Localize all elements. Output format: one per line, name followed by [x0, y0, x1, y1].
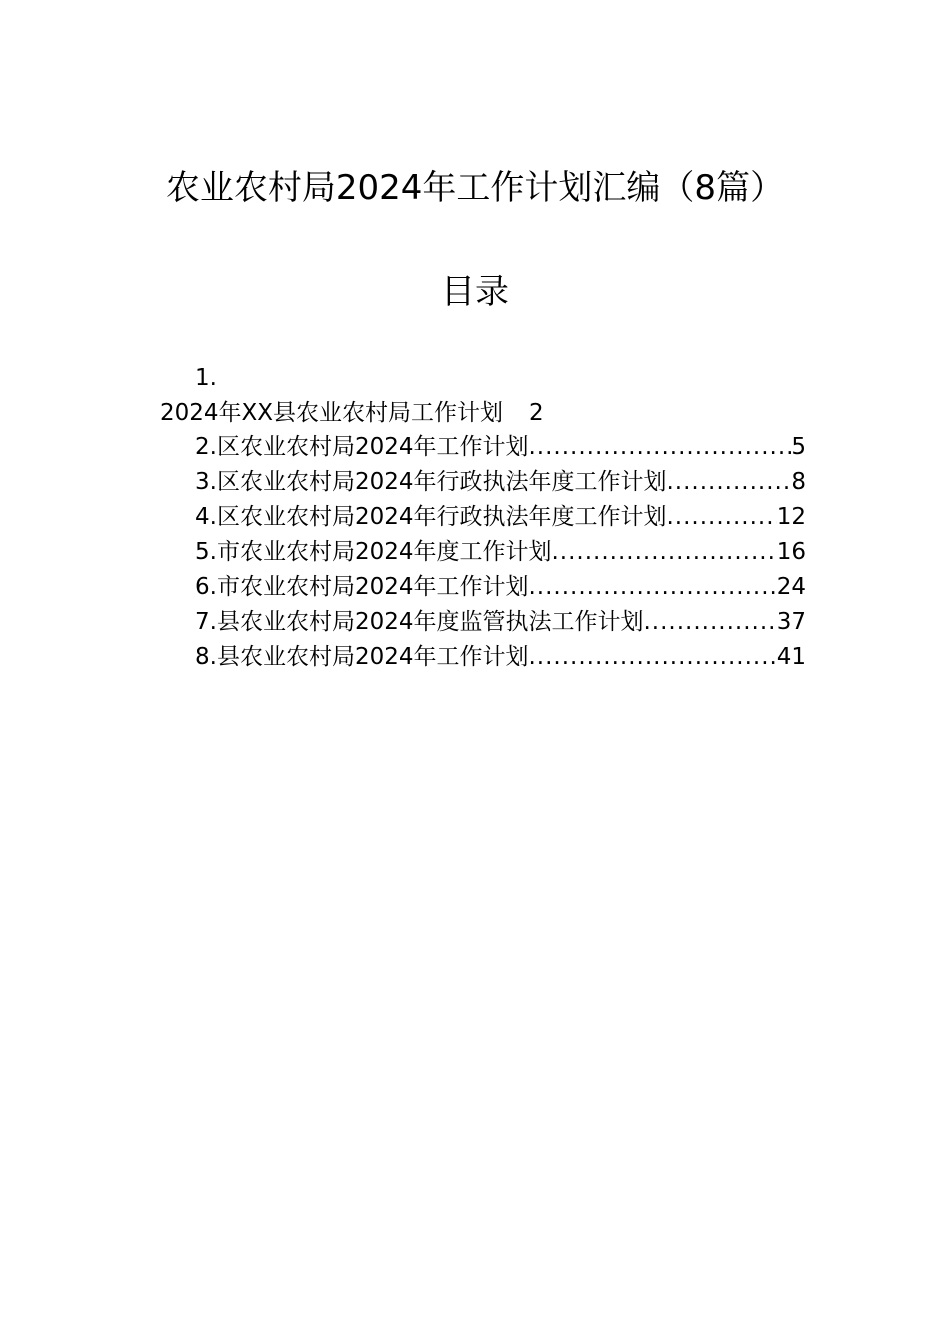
toc-entry-1-number[interactable]: 1.	[195, 365, 217, 391]
toc-entry[interactable]	[195, 606, 806, 641]
toc-dot-leader	[528, 571, 776, 603]
toc-entry-1[interactable]	[160, 397, 544, 429]
toc-dot-leader	[551, 536, 776, 568]
toc-entry-1-title: 2024年XX县农业农村局工作计划	[160, 400, 504, 426]
toc-heading: 目录	[441, 272, 509, 312]
toc-entry-page: 8	[791, 469, 806, 495]
toc-dot-leader	[528, 641, 776, 673]
toc-entry-title: 2.区农业农村局2024年工作计划	[195, 434, 529, 460]
toc-entry-page: 5	[791, 434, 806, 460]
toc-entry-title: 6.市农业农村局2024年工作计划	[195, 574, 529, 600]
toc-entry-page: 41	[776, 644, 806, 670]
toc-entry-page: 16	[776, 539, 806, 565]
toc-entry-title: 7.县农业农村局2024年度监管执法工作计划	[195, 609, 644, 635]
toc-entry-page: 12	[776, 504, 806, 530]
toc-entry-title: 5.市农业农村局2024年度工作计划	[195, 539, 552, 565]
toc-entry-title: 8.县农业农村局2024年工作计划	[195, 644, 529, 670]
toc-entry[interactable]	[195, 501, 806, 536]
toc-dot-leader	[666, 501, 776, 533]
toc-entry[interactable]	[195, 641, 806, 676]
toc-dot-leader	[666, 466, 791, 498]
toc-entry[interactable]	[195, 571, 806, 606]
toc-entry-page: 24	[776, 574, 806, 600]
toc-dot-leader	[643, 606, 776, 638]
document-title: 农业农村局2024年工作计划汇编（8篇）	[165, 168, 785, 208]
toc-entry-1-page: 2	[529, 400, 544, 426]
toc-dot-leader	[528, 431, 791, 463]
toc-entry[interactable]	[195, 431, 806, 466]
toc-entry-title: 4.区农业农村局2024年行政执法年度工作计划	[195, 504, 667, 530]
toc-entry-page: 37	[776, 609, 806, 635]
toc-entry[interactable]	[195, 466, 806, 501]
toc-entry[interactable]	[195, 536, 806, 571]
toc-entry-title: 3.区农业农村局2024年行政执法年度工作计划	[195, 469, 667, 495]
toc-list	[195, 431, 806, 676]
